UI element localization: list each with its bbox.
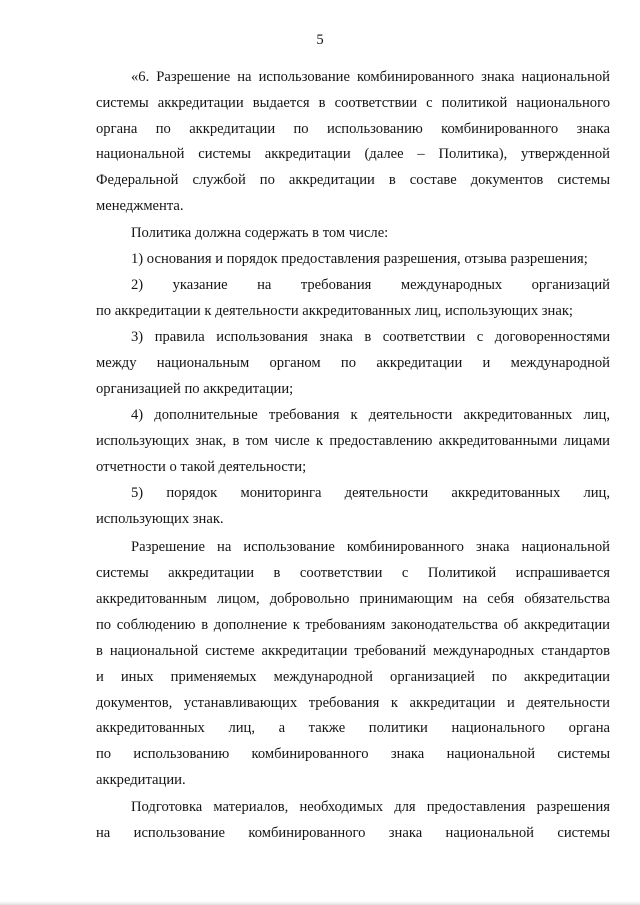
- text-line: организацией по аккредитации;: [96, 381, 294, 397]
- text-line: Федеральной службой по аккредитации в составе документов системы: [96, 172, 610, 188]
- text-line: 4) дополнительные требования к деятельности аккредитованных лиц,: [131, 407, 610, 423]
- text-line: Политика должна содержать в том числе:: [131, 225, 389, 241]
- text-line: по использованию комбинированного знака национальной системы: [96, 746, 610, 762]
- text-line: 1) основания и порядок предоставления разрешения, отзыва разрешения;: [131, 251, 588, 267]
- text-line: использующих знак, в том числе к предоставлению аккредитованными лицами: [96, 433, 610, 449]
- text-line: по аккредитации к деятельности аккредитованных лиц, использующих знак;: [96, 303, 573, 319]
- page-number: 5: [316, 32, 324, 48]
- text-line: национальной системы аккредитации (далее – Политика), утвержденной: [96, 146, 610, 162]
- text-line: в национальной системе аккредитации требований международных стандартов: [96, 643, 610, 659]
- text-line: 5) порядок мониторинга деятельности аккредитованных лиц,: [131, 485, 610, 501]
- text-line: аккредитованных лиц, а также политики национального органа: [96, 720, 610, 736]
- text-line: 2) указание на требования международных организаций: [131, 277, 610, 293]
- text-line: Подготовка материалов, необходимых для предоставления разрешения: [131, 799, 610, 815]
- text-line: системы аккредитации в соответствии с Политикой испрашивается: [96, 565, 610, 581]
- text-line: системы аккредитации выдается в соответствии с политикой национального: [96, 95, 610, 111]
- scan-edge-shadow: [0, 901, 640, 905]
- text-line: использующих знак.: [96, 511, 224, 527]
- text-line: на использование комбинированного знака национальной системы: [96, 825, 610, 841]
- text-line: менеджмента.: [96, 198, 184, 214]
- text-line: «6. Разрешение на использование комбинированного знака национальной: [131, 69, 610, 85]
- text-line: 3) правила использования знака в соответствии с договоренностями: [131, 329, 610, 345]
- text-line: по соблюдению в дополнение к требованиям законодательства об аккредитации: [96, 617, 610, 633]
- text-line: документов, устанавливающих требования к аккредитации и деятельности: [96, 695, 610, 711]
- text-line: между национальным органом по аккредитации и международной: [96, 355, 610, 371]
- text-line: отчетности о такой деятельности;: [96, 459, 307, 475]
- text-line: Разрешение на использование комбинированного знака национальной: [131, 539, 610, 555]
- text-line: аккредитованным лицом, добровольно принимающим на себя обязательства: [96, 591, 610, 607]
- text-line: аккредитации.: [96, 772, 186, 788]
- text-line: и иных применяемых международной организацией по аккредитации: [96, 669, 610, 685]
- text-line: органа по аккредитации по использованию комбинированного знака: [96, 121, 610, 137]
